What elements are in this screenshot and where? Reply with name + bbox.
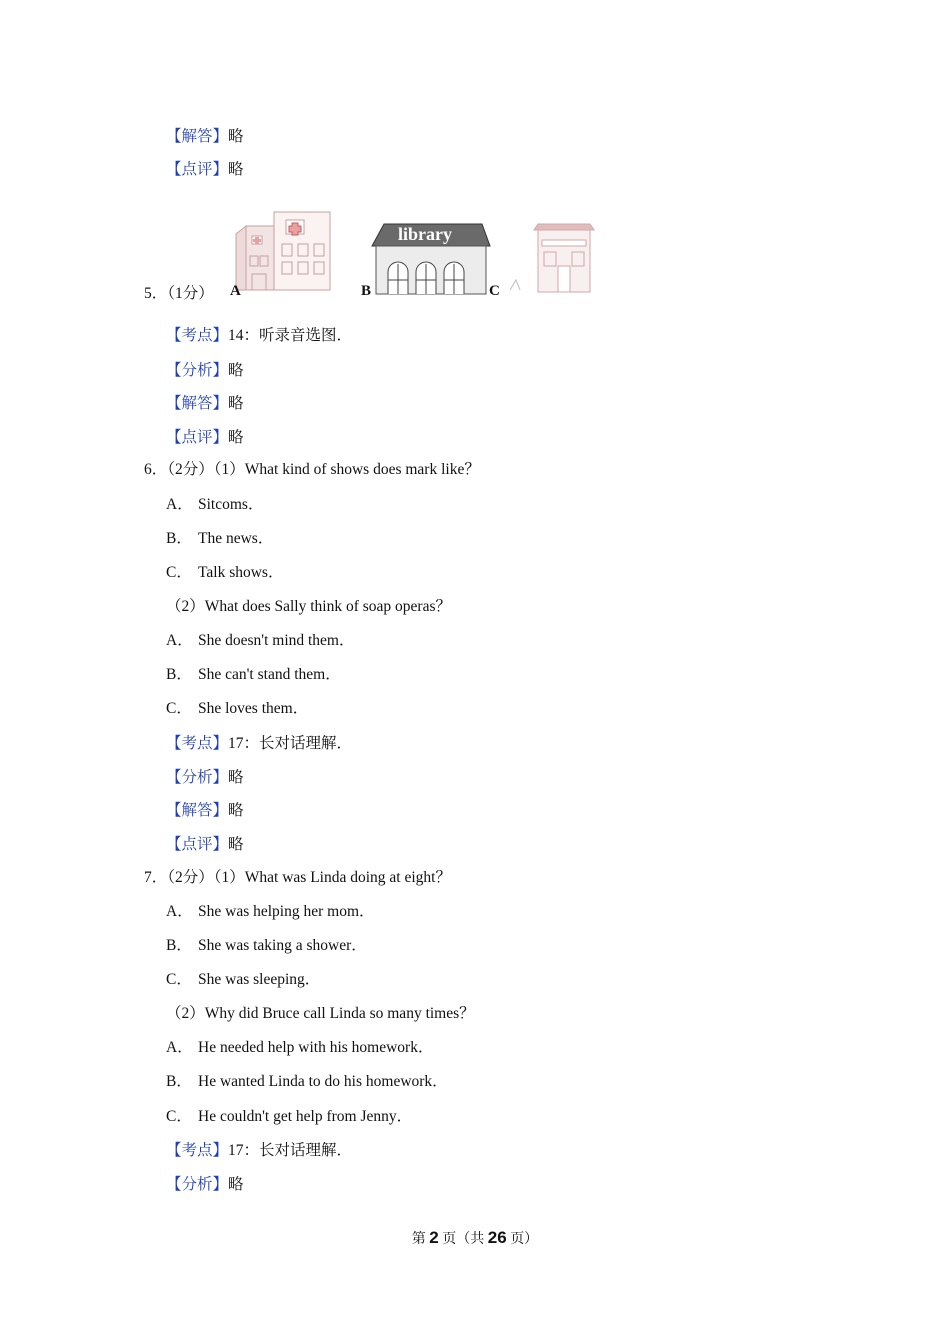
comment-row <box>166 160 244 180</box>
option-text: She was helping her mom． <box>198 903 375 920</box>
comment-tag: 【点评】 <box>166 161 229 178</box>
q5-number: 5． <box>144 285 168 302</box>
option-text: He couldn't get help from Jenny． <box>198 1108 413 1125</box>
answer-text: 略 <box>228 128 244 145</box>
q6-dianping-row <box>166 835 244 855</box>
option-letter: A． <box>166 496 193 513</box>
option-letter: A． <box>166 903 193 920</box>
q6-sub2-option-a <box>166 631 355 651</box>
option-text: She was sleeping． <box>198 971 321 988</box>
option-text: She loves them． <box>198 700 309 717</box>
comment-text: 略 <box>228 161 244 178</box>
q7-sub1-option-c <box>166 970 320 990</box>
q6-jieda-row <box>166 801 244 821</box>
hospital-picture <box>236 212 330 290</box>
option-letter: B． <box>166 937 192 954</box>
option-letter: A． <box>166 632 193 649</box>
comment-tag: 【点评】 <box>166 429 229 446</box>
option-letter: C． <box>166 564 192 581</box>
option-text: He needed help with his homework． <box>198 1039 434 1056</box>
kaodian-tag: 【考点】 <box>166 735 229 752</box>
q5-dianping-row <box>166 428 244 448</box>
option-text: Talk shows． <box>198 564 284 581</box>
comment-text: 略 <box>228 836 244 853</box>
fenxi-tag: 【分析】 <box>166 362 229 379</box>
kaodian-text: 17：长对话理解． <box>228 735 353 752</box>
q5-picture-options <box>228 204 598 300</box>
q7-score: （2分） <box>167 869 214 886</box>
option-text: Sitcoms． <box>198 496 264 513</box>
fenxi-tag: 【分析】 <box>166 769 229 786</box>
q6-sub1-question: （1）What kind of shows does mark like？ <box>213 461 480 478</box>
answer-text: 略 <box>228 802 244 819</box>
q6-score: （2分） <box>167 461 214 478</box>
q7-fenxi-row <box>166 1175 244 1195</box>
q5-kaodian-row <box>166 326 352 346</box>
fenxi-text: 略 <box>228 362 244 379</box>
total-page-number: 26 <box>487 1228 507 1247</box>
option-text: She can't stand them． <box>198 666 341 683</box>
option-a-label: A <box>230 283 241 299</box>
kaodian-text: 14：听录音选图． <box>228 327 353 344</box>
q7-sub2-option-b <box>166 1072 448 1092</box>
kaodian-text: 17：长对话理解． <box>228 1142 353 1159</box>
kaodian-tag: 【考点】 <box>166 327 229 344</box>
kaodian-tag: 【考点】 <box>166 1142 229 1159</box>
option-letter: C． <box>166 1108 192 1125</box>
option-letter: C． <box>166 971 192 988</box>
option-letter: A． <box>166 1039 193 1056</box>
q5-heading <box>144 284 214 304</box>
q7-kaodian-row <box>166 1141 352 1161</box>
q6-number: 6． <box>144 461 168 478</box>
answer-tag: 【解答】 <box>166 802 229 819</box>
q6-sub2-option-b <box>166 665 341 685</box>
option-text: The news． <box>198 530 274 547</box>
option-letter: C． <box>166 700 192 717</box>
q6-sub1-option-b <box>166 529 273 549</box>
option-text: He wanted Linda to do his homework． <box>198 1073 448 1090</box>
option-letter: B． <box>166 530 192 547</box>
footer-suffix: 页） <box>510 1232 539 1247</box>
page-footer <box>0 1228 950 1250</box>
footer-prefix: 第 <box>411 1232 426 1247</box>
q7-number: 7． <box>144 869 168 886</box>
option-b-label: B <box>361 283 372 299</box>
answer-tag: 【解答】 <box>166 395 229 412</box>
q6-sub2-option-c <box>166 699 308 719</box>
answer-row <box>166 127 244 147</box>
q5-fenxi-row <box>166 361 244 381</box>
q6-sub1-option-c <box>166 563 283 583</box>
answer-text: 略 <box>228 395 244 412</box>
comment-text: 略 <box>228 429 244 446</box>
q7-sub2-option-a <box>166 1038 433 1058</box>
fenxi-text: 略 <box>228 769 244 786</box>
option-text: She was taking a shower． <box>198 937 367 954</box>
q7-sub2-option-c <box>166 1107 412 1127</box>
q6-heading <box>144 460 480 480</box>
q6-sub2-question: （2）What does Sally think of soap operas？ <box>166 598 451 615</box>
option-letter: B． <box>166 1073 192 1090</box>
q5-score: （1分） <box>167 285 214 302</box>
q5-jieda-row <box>166 394 244 414</box>
q7-heading <box>144 868 451 888</box>
option-c-label: C <box>489 283 500 299</box>
option-text: She doesn't mind them． <box>198 632 355 649</box>
current-page-number: 2 <box>429 1228 439 1247</box>
comment-tag: 【点评】 <box>166 836 229 853</box>
footer-mid: 页（共 <box>442 1232 485 1247</box>
answer-tag: 【解答】 <box>166 128 229 145</box>
q6-fenxi-row <box>166 768 244 788</box>
fenxi-tag: 【分析】 <box>166 1176 229 1193</box>
q6-kaodian-row <box>166 734 352 754</box>
post-office-picture <box>510 224 594 292</box>
library-sign: library <box>398 224 452 244</box>
q7-sub1-option-a <box>166 902 375 922</box>
q7-sub2-question: （2）Why did Bruce call Linda so many times？ <box>166 1005 475 1022</box>
q7-sub1-option-b <box>166 936 367 956</box>
option-letter: B． <box>166 666 192 683</box>
library-picture <box>372 224 490 294</box>
q7-sub1-question: （1）What was Linda doing at eight？ <box>213 869 451 886</box>
q6-sub1-option-a <box>166 495 263 515</box>
fenxi-text: 略 <box>228 1176 244 1193</box>
